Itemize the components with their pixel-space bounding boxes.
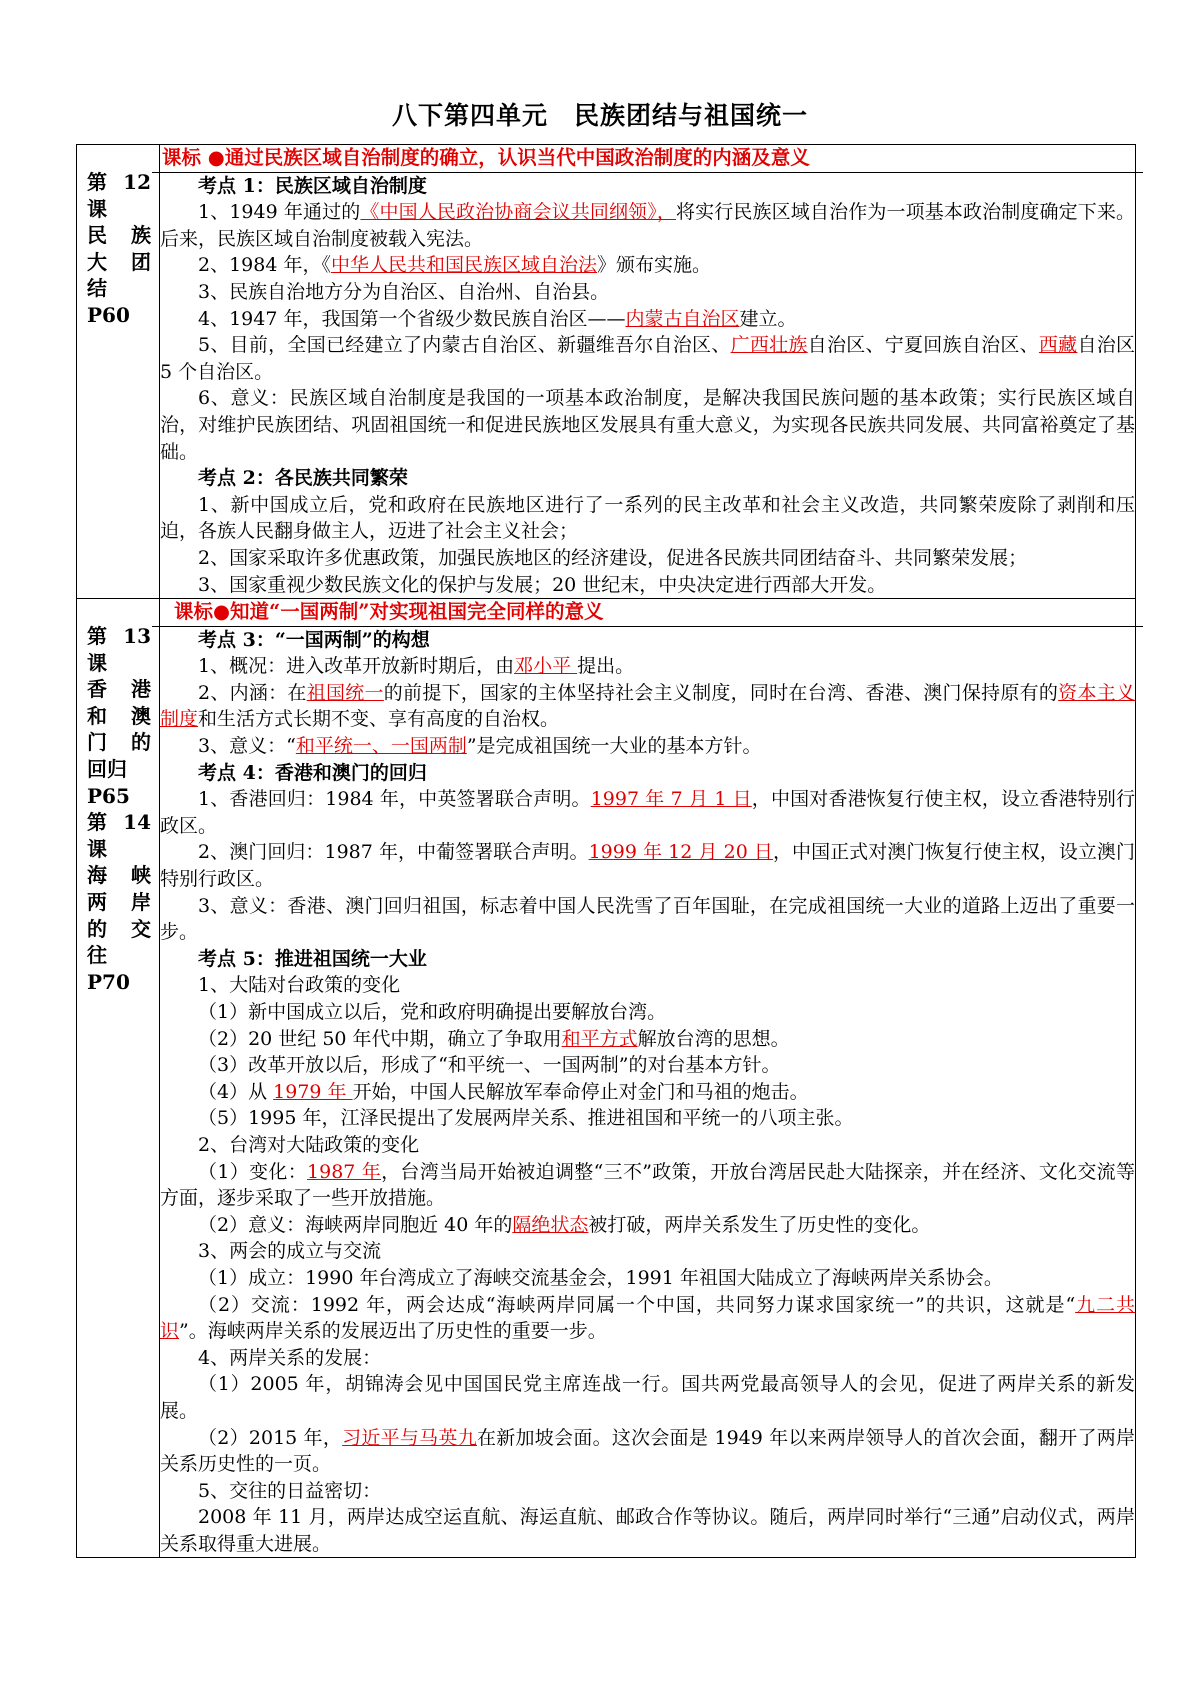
lesson-label-line: [87, 222, 151, 249]
highlight: 1979 年: [273, 1080, 353, 1103]
highlight: 九二共识: [160, 1293, 1135, 1343]
paragraph: 2、澳门回归：1987 年，中葡签署联合声明。1999 年 12 月 20 日，中国正式对澳门恢复行使主权，设立澳门特别行政区。: [160, 841, 1135, 891]
lesson-label-char: 的: [131, 730, 151, 755]
lesson-label-line: [87, 862, 151, 889]
lesson-label-char: 第: [87, 810, 107, 835]
lesson-label-char: 港: [131, 677, 151, 702]
table-row: [77, 145, 1136, 599]
paragraph: （1）成立：1990 年台湾成立了海峡交流基金会，1991 年祖国大陆成立了海峡两岸关系协会。: [198, 1266, 1003, 1289]
lesson-label-line: [87, 809, 151, 836]
lesson-label-char: 课: [87, 650, 107, 675]
lesson-label-char: 课: [87, 196, 107, 221]
lesson-label-char: 和: [87, 703, 107, 728]
lesson-label-char: 回归: [87, 757, 127, 782]
highlight: 1999 年 12 月 20 日: [588, 841, 773, 864]
lesson-label-cell: [77, 145, 160, 599]
table-row: [77, 599, 1136, 1558]
lesson-label-char: 12: [123, 170, 151, 194]
lesson-label-char: 结: [87, 276, 107, 301]
content-cell: [160, 145, 1136, 599]
subheading: 5、交往的日益密切：: [198, 1479, 382, 1502]
curriculum-standard: 课标●知道“一国两制”对实现祖国完全同样的意义: [152, 599, 1143, 627]
paragraph: 1、1949 年通过的《中国人民政治协商会议共同纲领》，将实行民族区域自治作为一项基本政治制度确定下来。后来，民族区域自治制度被载入宪法。: [160, 201, 1135, 250]
page-title: 八下第四单元 民族团结与祖国统一: [391, 101, 808, 130]
paragraph: 3、国家重视少数民族文化的保护与发展；20 世纪末，中央决定进行西部大开发。: [198, 573, 887, 596]
highlight: 中华人民共和国民族区域自治法: [330, 254, 597, 277]
lesson-label-char: 14: [123, 810, 151, 835]
lesson-label-char: 民: [87, 223, 107, 248]
lesson-label-char: 峡: [131, 863, 151, 888]
highlight: 1997 年 7 月 1 日: [590, 788, 752, 811]
paragraph: 6、意义：民族区域自治制度是我国的一项基本政治制度，是解决我国民族问题的基本政策；实行民族区域自治，对维护民族团结、巩固祖国统一和促进民族地区发展具有重大意义，为实现各民族共同发展、共同富裕奠定了基础。: [160, 387, 1135, 463]
curriculum-standard: 课标 ●通过民族区域自治制度的确立，认识当代中国政治制度的内涵及意义: [152, 145, 1143, 173]
lesson-label-line: [87, 650, 151, 677]
paragraph: （1）2005 年，胡锦涛会见中国国民党主席连战一行。国共两党最高领导人的会见，促进了两岸关系的新发展。: [160, 1373, 1135, 1422]
lesson-label-char: 团: [131, 249, 151, 274]
paragraph: （2）意义：海峡两岸同胞近 40 年的隔绝状态被打破，两岸关系发生了历史性的变化。: [198, 1213, 931, 1236]
lesson-label-line: [87, 196, 151, 223]
paragraph: 5、目前，全国已经建立了内蒙古自治区、新疆维吾尔自治区、广西壮族自治区、宁夏回族自治区、西藏自治区 5 个自治区。: [160, 334, 1135, 383]
lesson-label-char: P70: [87, 969, 130, 994]
lesson-label-line: [87, 889, 151, 916]
lesson-label-char: P65: [87, 783, 130, 808]
lesson-label-char: 族: [131, 223, 151, 248]
lesson-label-line: [87, 302, 151, 329]
summary-table: [76, 144, 1136, 1558]
subheading: 3、两会的成立与交流: [198, 1240, 382, 1263]
lesson-label-char: 的: [87, 916, 107, 941]
highlight: 邓小平: [514, 655, 578, 678]
highlight: 广西壮族: [730, 334, 808, 357]
lesson-label-char: 澳: [131, 703, 151, 728]
paragraph: （5）1995 年，江泽民提出了发展两岸关系、推进祖国和平统一的八项主张。: [198, 1107, 854, 1130]
highlight: 祖国统一: [306, 681, 384, 704]
paragraph: （1）变化：1987 年，台湾当局开始被迫调整“三不”政策，开放台湾居民赴大陆探亲，并在经济、文化交流等方面，逐步采取了一些开放措施。: [160, 1160, 1135, 1210]
key-point-title: 考点 4：香港和澳门的回归: [198, 761, 427, 784]
lesson-label-cell: [77, 599, 160, 1558]
lesson-label-line: [87, 836, 151, 863]
paragraph: （2）2015 年，习近平与马英九在新加坡会面。这次会面是 1949 年以来两岸领导人的首次会面，翻开了两岸关系历史性的一页。: [160, 1426, 1135, 1476]
key-point-title: 考点 3：“一国两制”的构想: [198, 628, 430, 651]
lesson-label-line: [87, 916, 151, 943]
lesson-label-char: 门: [87, 730, 107, 755]
lesson-label-char: 海: [87, 863, 107, 888]
paragraph: 2、国家采取许多优惠政策，加强民族地区的经济建设，促进各民族共同团结奋斗、共同繁荣发展；: [198, 546, 1028, 569]
subheading: 1、大陆对台政策的变化: [198, 974, 401, 997]
highlight: 西藏: [1038, 334, 1078, 357]
key-point-title: 考点 5：推进祖国统一大业: [198, 947, 427, 970]
highlight: 《中国人民政治协商会议共同纲领》，: [360, 201, 677, 224]
key-point-title: 考点 1：民族区域自治制度: [198, 174, 427, 197]
highlight: 习近平与马英九: [342, 1426, 477, 1449]
paragraph: 4、1947 年，我国第一个省级少数民族自治区——内蒙古自治区建立。: [198, 307, 797, 330]
content-cell: [160, 599, 1136, 1558]
lesson-label-line: [87, 703, 151, 730]
lesson-label-line: [87, 275, 151, 302]
subheading: 2、台湾对大陆政策的变化: [198, 1133, 420, 1156]
highlight: 资本主义制度: [160, 681, 1135, 731]
subheading: 4、两岸关系的发展：: [198, 1346, 382, 1369]
paragraph: （3）改革开放以后，形成了“和平统一、一国两制”的对台基本方针。: [198, 1054, 781, 1077]
paragraph: 2008 年 11 月，两岸达成空运直航、海运直航、邮政合作等协议。随后，两岸同时举行“三通”启动仪式，两岸关系取得重大进展。: [160, 1506, 1135, 1555]
paragraph: 1、概况：进入改革开放新时期后，由邓小平 提出。: [198, 655, 635, 678]
paragraph: 3、民族自治地方分为自治区、自治州、自治县。: [198, 280, 610, 303]
lesson-label-char: 香: [87, 677, 107, 702]
lesson-label-line: [87, 169, 151, 196]
paragraph: 1、香港回归：1984 年，中英签署联合声明。1997 年 7 月 1 日，中国对香港恢复行使主权，设立香港特别行政区。: [160, 788, 1135, 837]
lesson-label-char: 大: [87, 249, 107, 274]
paragraph: （2）交流：1992 年，两会达成“海峡两岸同属一个中国，共同努力谋求国家统一”的共识，这就是“九二共识”。海峡两岸关系的发展迈出了历史性的重要一步。: [160, 1293, 1135, 1343]
paragraph: （1）新中国成立以后，党和政府明确提出要解放台湾。: [198, 1001, 667, 1023]
highlight: 1987 年: [307, 1160, 382, 1183]
lesson-label-char: 13: [123, 624, 151, 649]
lesson-label-char: 第: [87, 170, 107, 194]
highlight: 隔绝状态: [512, 1213, 589, 1236]
lesson-label-line: [87, 623, 151, 650]
lesson-label-line: [87, 942, 151, 969]
highlight: 和平方式: [561, 1027, 638, 1050]
paragraph: 1、新中国成立后，党和政府在民族地区进行了一系列的民主改革和社会主义改造，共同繁荣废除了剥削和压迫，各族人民翻身做主人，迈进了社会主义社会；: [160, 493, 1135, 543]
lesson-label: [77, 145, 159, 329]
lesson-label-char: P60: [87, 302, 130, 327]
lesson-label-char: 交: [131, 916, 151, 941]
paragraph: （4）从 1979 年 开始，中国人民解放军奉命停止对金门和马祖的炮击。: [198, 1080, 809, 1103]
paragraph: 2、1984 年，《中华人民共和国民族区域自治法》颁布实施。: [198, 254, 712, 277]
lesson-label-char: 第: [87, 624, 107, 649]
paragraph: 2、内涵：在祖国统一的前提下，国家的主体坚持社会主义制度，同时在台湾、香港、澳门保持原有的资本主义制度和生活方式长期不变、享有高度的自治权。: [160, 681, 1135, 731]
lesson-label-line: [87, 969, 151, 996]
lesson-label-char: 课: [87, 836, 107, 861]
highlight: 和平统一、一国两制: [295, 735, 467, 758]
lesson-label-line: [87, 676, 151, 703]
lesson-label-line: [87, 783, 151, 810]
lesson-label-char: 两: [87, 890, 107, 915]
key-point-title: 考点 2：各民族共同繁荣: [198, 467, 408, 490]
lesson-label-char: 往: [87, 943, 107, 968]
lesson-label: [77, 599, 159, 995]
paragraph: （2）20 世纪 50 年代中期，确立了争取用和平方式解放台湾的思想。: [198, 1027, 790, 1050]
lesson-label-line: [87, 729, 151, 756]
lesson-label-line: [87, 249, 151, 276]
highlight: 内蒙古自治区: [625, 307, 740, 330]
paragraph: 3、意义：“和平统一、一国两制”是完成祖国统一大业的基本方针。: [198, 735, 762, 758]
lesson-label-line: [87, 756, 151, 783]
paragraph: 3、意义：香港、澳门回归祖国，标志着中国人民洗雪了百年国耻，在完成祖国统一大业的道路上迈出了重要一步。: [160, 894, 1135, 944]
lesson-label-char: 岸: [131, 890, 151, 915]
